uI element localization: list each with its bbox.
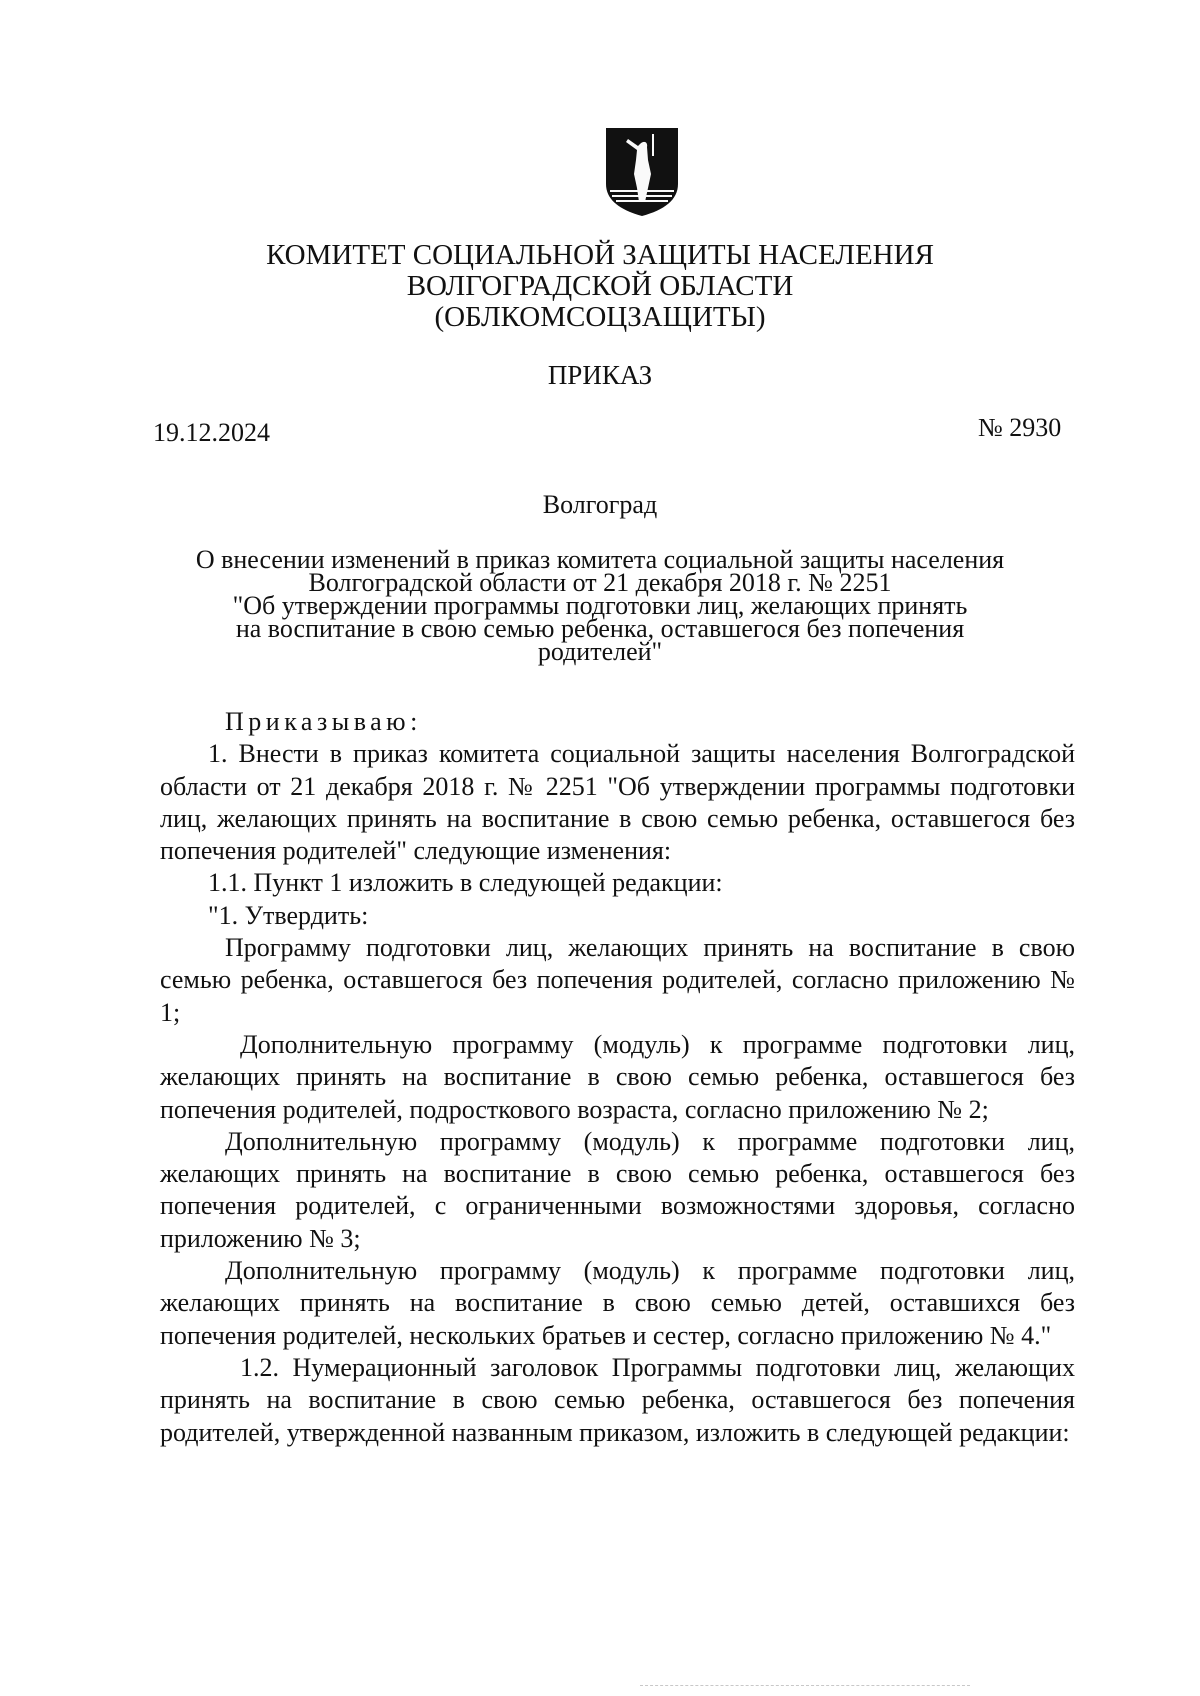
org-line-3: (ОБЛКОМСОЦЗАЩИТЫ) [434,301,766,333]
subject-line-2: Волгоградской области от 21 декабря 2018 г. № 2251 [308,568,892,597]
paragraph-module-2: Дополнительную программу (модуль) к программе подготовки лиц, желающих принять на воспитание в свою семью ребенка, оставшегося без попечения родителей, подросткового возраста, согласно приложению № 2; [160,1029,1075,1124]
document-type-title: ПРИКАЗ [547,360,653,390]
org-line-2: ВОЛГОГРАДСКОЙ ОБЛАСТИ [406,270,794,302]
organization-name [0,240,1200,333]
subject-line-1: О внесении изменений в приказ комитета социальной защиты населения [195,545,1005,574]
paragraph-1-1: 1.1. Пункт 1 изложить в следующей редакции: [208,868,723,898]
subject-line-3: "Об утверждении программы подготовки лиц, желающих принять [232,591,968,620]
coat-of-arms-icon [604,126,680,218]
order-word: Приказываю: [225,707,422,736]
document-body [160,706,1075,1449]
paragraph-module-3: Дополнительную программу (модуль) к программе подготовки лиц, желающих принять на воспитание в свою семью ребенка, оставшегося без попечения родителей, с ограниченными возможностями здоровья, согласно приложению № 3; [160,1126,1075,1253]
document-subject [0,545,1200,666]
paragraph-1-2: 1.2. Нумерационный заголовок Программы подготовки лиц, желающих принять на воспитание в свою семью ребенка, оставшегося без попечения родителей, утвержденной названным приказом, изложить в следующей редакции: [160,1352,1075,1447]
subject-line-5: родителей" [537,637,663,666]
paragraph-program: Программу подготовки лиц, желающих принять на воспитание в свою семью ребенка, оставшегося без попечения родителей, согласно приложению № 1; [160,933,1075,1027]
org-line-1: КОМИТЕТ СОЦИАЛЬНОЙ ЗАЩИТЫ НАСЕЛЕНИЯ [266,239,934,271]
paragraph-module-4: Дополнительную программу (модуль) к программе подготовки лиц, желающих принять на воспитание в свою семью детей, оставшихся без попечения родителей, нескольких братьев и сестер, согласно приложению № 4." [160,1256,1075,1350]
city-name: Волгоград [542,490,658,519]
document-number: № 2930 [978,413,1062,442]
scan-artifact-line [640,1685,970,1687]
subject-line-4: на воспитание в свою семью ребенка, оставшегося без попечения [235,614,965,643]
document-date: 19.12.2024 [153,418,270,447]
paragraph-1: 1. Внести в приказ комитета социальной защиты населения Волгоградской области от 21 декабря 2018 г. № 2251 "Об утверждении программы подготовки лиц, желающих принять на воспитание в свою семью ребенка, оставшегося без попечения родителей" следующие изменения: [160,739,1075,866]
paragraph-approve: "1. Утвердить: [208,900,369,930]
